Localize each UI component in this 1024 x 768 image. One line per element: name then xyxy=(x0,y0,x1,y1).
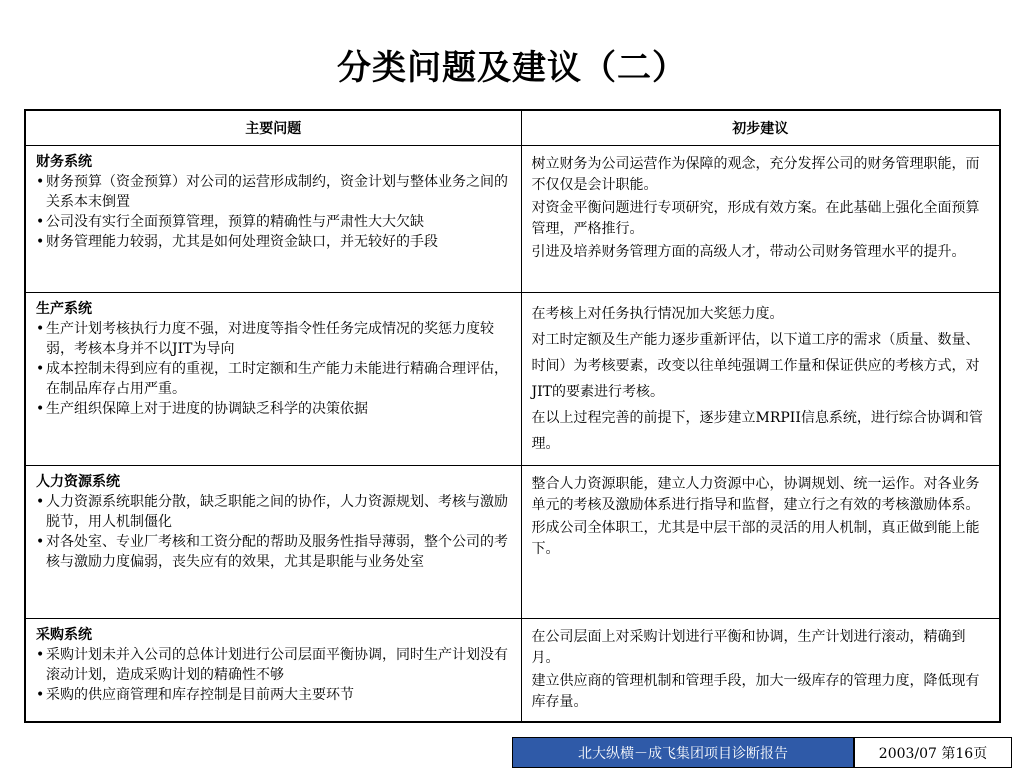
problem-item: • 财务预算（资金预算）对公司的运营形成制约，资金计划与整体业务之间的关系本末倒置 xyxy=(36,174,508,210)
footer-bar xyxy=(512,737,1012,768)
header-problems: 主要问题 xyxy=(25,110,521,146)
problem-item: • 对各处室、专业厂考核和工资分配的帮助及服务性指导薄弱，整个公司的考核与激励力度偏弱，丧失应有的效果，尤其是职能与业务处室 xyxy=(36,534,508,570)
table-row xyxy=(25,466,1000,619)
suggestion-item: 对工时定额及生产能力逐步重新评估，以下道工序的需求（质量、数量、时间）为考核要素，改变以往单纯强调工作量和保证供应的考核方式，对JIT的要素进行考核。 xyxy=(531,332,980,400)
problem-item: • 采购计划未并入公司的总体计划进行公司层面平衡协调，同时生产计划没有滚动计划，造成采购计划的精确性不够 xyxy=(36,647,508,683)
suggestion-item: 整合人力资源职能，建立人力资源中心，协调规划、统一运作。对各业务单元的考核及激励体系进行指导和监督，建立行之有效的考核激励体系。 xyxy=(531,476,980,513)
system-title: 财务系统 xyxy=(36,154,92,170)
header-suggestions: 初步建议 xyxy=(521,110,1000,146)
suggestions-cell xyxy=(521,619,1000,723)
suggestions-cell xyxy=(521,466,1000,619)
suggestions-cell xyxy=(521,293,1000,466)
issues-table xyxy=(24,109,1001,723)
suggestion-item: 对资金平衡问题进行专项研究，形成有效方案。在此基础上强化全面预算管理，严格推行。 xyxy=(531,200,980,237)
table-row xyxy=(25,293,1000,466)
footer-report-name: 北大纵横－成飞集团项目诊断报告 xyxy=(513,738,855,767)
system-title: 生产系统 xyxy=(36,301,92,317)
problem-item: • 采购的供应商管理和库存控制是目前两大主要环节 xyxy=(36,687,354,703)
bullet-icon: • xyxy=(36,174,45,190)
table-row xyxy=(25,146,1000,293)
problems-cell xyxy=(25,619,521,723)
suggestion-item: 引进及培养财务管理方面的高级人才，带动公司财务管理水平的提升。 xyxy=(531,244,966,260)
bullet-icon: • xyxy=(36,687,45,703)
problem-item: • 人力资源系统职能分散，缺乏职能之间的协作，人力资源规划、考核与激励脱节，用人机制僵化 xyxy=(36,494,508,530)
bullet-icon: • xyxy=(36,321,45,337)
suggestion-item: 在以上过程完善的前提下，逐步建立MRPII信息系统，进行综合协调和管理。 xyxy=(531,410,983,452)
suggestions-cell xyxy=(521,146,1000,293)
bullet-icon: • xyxy=(36,647,45,663)
suggestion-item: 树立财务为公司运营作为保障的观念，充分发挥公司的财务管理职能，而不仅仅是会计职能。 xyxy=(531,156,980,193)
problem-item: • 公司没有实行全面预算管理，预算的精确性与严肃性大大欠缺 xyxy=(36,214,424,230)
system-title: 采购系统 xyxy=(36,627,92,643)
problem-item: • 财务管理能力较弱，尤其是如何处理资金缺口，并无较好的手段 xyxy=(36,234,438,250)
bullet-icon: • xyxy=(36,234,45,250)
page-title: 分类问题及建议（二） xyxy=(337,48,687,88)
system-title: 人力资源系统 xyxy=(36,474,120,490)
bullet-icon: • xyxy=(36,534,45,550)
footer-page-info: 2003/07 第16页 xyxy=(855,738,1011,767)
bullet-icon: • xyxy=(36,401,45,417)
bullet-icon: • xyxy=(36,361,45,377)
problems-cell xyxy=(25,466,521,619)
problems-cell xyxy=(25,293,521,466)
suggestion-item: 形成公司全体职工，尤其是中层干部的灵活的用人机制，真正做到能上能下。 xyxy=(531,520,980,557)
bullet-icon: • xyxy=(36,494,45,510)
table-header-row xyxy=(25,110,1000,146)
problem-item: • 生产计划考核执行力度不强，对进度等指令性任务完成情况的奖惩力度较弱，考核本身并不以JIT为导向 xyxy=(36,321,494,357)
table-row xyxy=(25,619,1000,723)
problem-item: • 生产组织保障上对于进度的协调缺乏科学的决策依据 xyxy=(36,401,368,417)
problems-cell xyxy=(25,146,521,293)
suggestion-item: 在公司层面上对采购计划进行平衡和协调，生产计划进行滚动，精确到月。 xyxy=(531,629,966,666)
suggestion-item: 在考核上对任务执行情况加大奖惩力度。 xyxy=(531,306,784,322)
bullet-icon: • xyxy=(36,214,45,230)
suggestion-item: 建立供应商的管理机制和管理手段，加大一级库存的管理力度，降低现有库存量。 xyxy=(531,673,980,710)
problem-item: • 成本控制未得到应有的重视，工时定额和生产能力未能进行精确合理评估，在制品库存占用严重。 xyxy=(36,361,508,397)
